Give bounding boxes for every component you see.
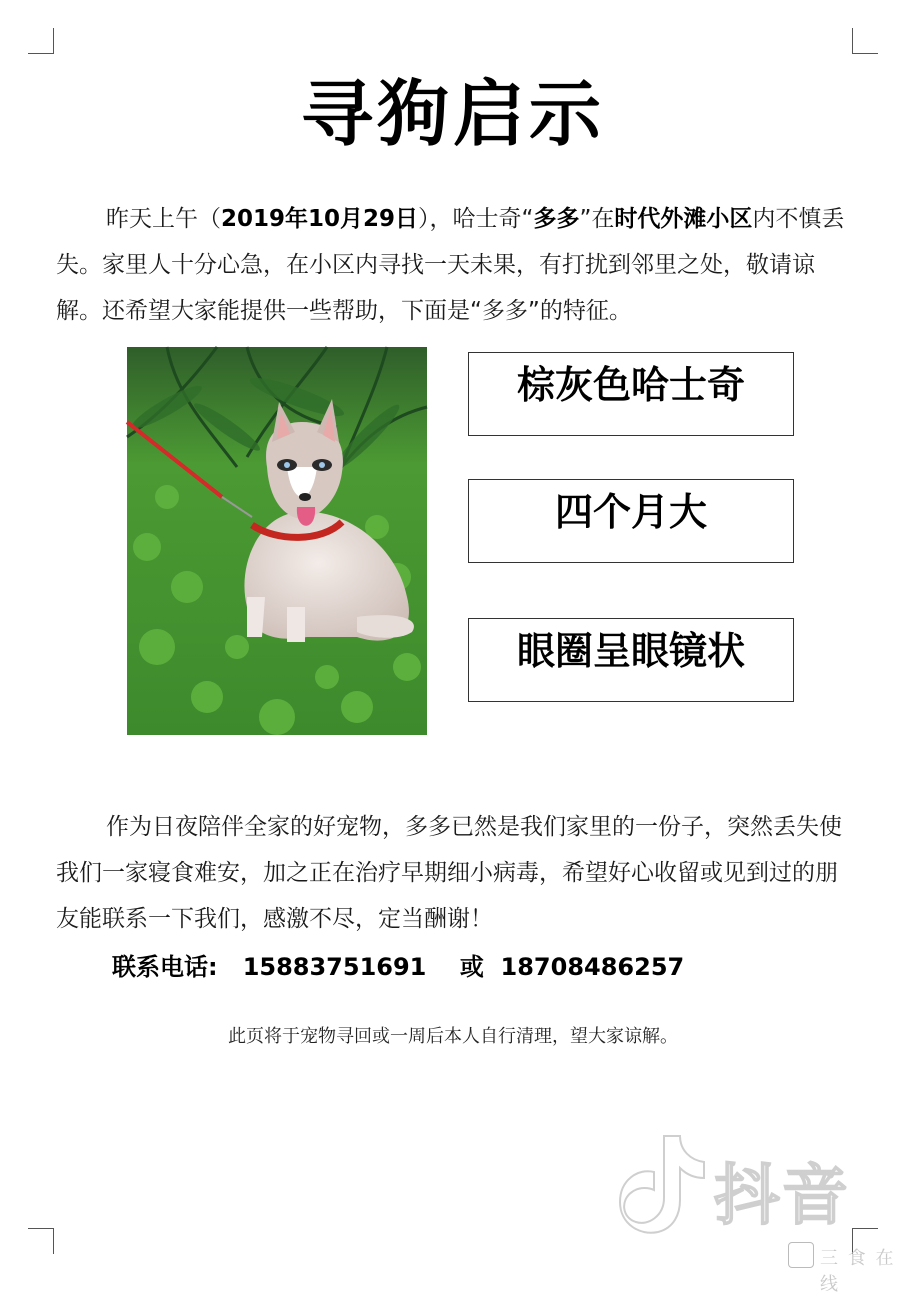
feature-box-eyes (468, 618, 794, 702)
intro-text-2: ），哈士奇“ (418, 206, 534, 232)
contact-line (112, 945, 684, 989)
contact-label: 联系电话: (112, 953, 218, 981)
corner-mark-top-right (852, 28, 878, 54)
lost-place: 时代外滩小区 (614, 206, 753, 232)
corner-stamp (784, 1240, 906, 1295)
page-title: 寻狗启示 (300, 72, 605, 156)
feature-box-age (468, 479, 794, 563)
seal-icon (788, 1242, 814, 1268)
contact-or: 或 (459, 953, 484, 981)
phone-number-1: 15883751691 (242, 953, 427, 981)
intro-text-4: 内不慎丢失。家里人十分心急，在小区内寻找一天未果，有打扰到邻里之处，敬请谅解。还希望大家能提供一些帮助，下面是“多多”的特征。 (56, 206, 845, 324)
feature-text: 棕灰色哈士奇 (516, 363, 745, 407)
watermark-text: 抖音 (714, 1157, 850, 1234)
corner-mark-bottom-left (28, 1228, 54, 1254)
intro-paragraph (56, 196, 846, 334)
body-paragraph (56, 804, 846, 942)
intro-text-1: 昨天上午（ (106, 206, 221, 232)
husky-photo (127, 347, 427, 735)
feature-text: 眼圈呈眼镜状 (516, 629, 745, 673)
intro-text-3: ”在 (579, 206, 615, 232)
phone-number-2: 18708486257 (500, 953, 685, 981)
dog-name: 多多 (533, 206, 580, 232)
stamp-text: 三 食 在 线 (820, 1248, 896, 1295)
corner-mark-top-left (28, 28, 54, 54)
feature-text: 四个月大 (554, 490, 707, 534)
lost-date: 2019年10月29日 (221, 206, 419, 232)
tiktok-note-icon (618, 1128, 708, 1238)
feature-box-color (468, 352, 794, 436)
body-text: 作为日夜陪伴全家的好宠物，多多已然是我们家里的一份子，突然丢失使我们一家寝食难安，加之正在治疗早期细小病毒，希望好心收留或见到过的朋友能联系一下我们，感激不尽，定当酬谢！ (56, 814, 842, 932)
removal-note: 此页将于宠物寻回或一周后本人自行清理，望大家谅解。 (228, 1026, 678, 1047)
douyin-watermark (618, 1128, 868, 1238)
